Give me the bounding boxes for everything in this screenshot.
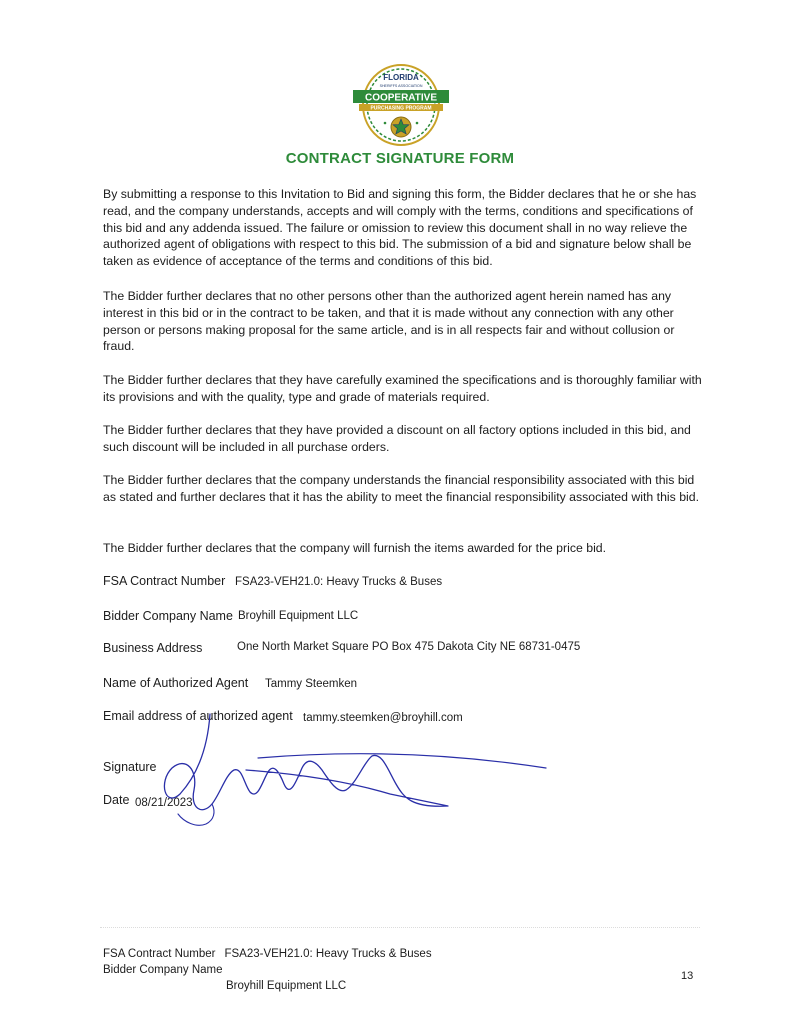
signature-field bbox=[103, 760, 157, 774]
declaration-paragraph-1: By submitting a response to this Invitation to Bid and signing this form, the Bidder declares that he or she has read, and the company understands, accepts and will comply with the terms, conditions and specifications of this bid and any addenda issued. The failure or omission to review this document shall in no way relieve the authorized agent of obligations with respect to this bid. The submission of a bid and signature below shall be taken as evidence of acceptance of the terms and conditions of this bid. bbox=[103, 187, 697, 269]
declaration-paragraph-2: The Bidder further declares that no other persons other than the authorized agent herein named has any interest in this bid or in the contract to be taken, and that it is made without any connection with any other person or persons making proposal for the same article, and is in all respects fair and without collusion or fraud. bbox=[103, 289, 675, 354]
authorized-agent-label: Name of Authorized Agent bbox=[103, 676, 249, 690]
signature-stroke bbox=[164, 714, 448, 810]
date-label: Date bbox=[103, 793, 130, 807]
signature-label: Signature bbox=[103, 760, 157, 774]
logo-top-text: FLORIDA bbox=[383, 73, 419, 82]
footer-company-label: Bidder Company Name bbox=[103, 964, 223, 976]
company-name-label: Bidder Company Name bbox=[103, 609, 233, 623]
declaration-paragraph-4: The Bidder further declares that they have provided a discount on all factory options included in this bid, and such discount will be included in all purchase orders. bbox=[103, 423, 691, 454]
contract-number-field bbox=[103, 574, 443, 588]
footer-divider bbox=[100, 927, 700, 928]
footer-company-value: Broyhill Equipment LLC bbox=[226, 980, 347, 992]
fsa-cooperative-logo bbox=[349, 62, 453, 148]
page-title: CONTRACT SIGNATURE FORM bbox=[285, 150, 515, 167]
company-name-field bbox=[103, 609, 359, 623]
contract-number-label: FSA Contract Number bbox=[103, 574, 226, 588]
logo-sub-text: SHERIFFS ASSOCIATION bbox=[379, 84, 423, 88]
authorized-agent-value: Tammy Steemken bbox=[265, 678, 358, 690]
company-name-value: Broyhill Equipment LLC bbox=[238, 610, 359, 622]
logo-ribbon-text: PURCHASING PROGRAM bbox=[370, 105, 432, 112]
business-address-value: One North Market Square PO Box 475 Dakota City NE 68731-0475 bbox=[237, 641, 581, 653]
logo-banner-text: COOPERATIVE bbox=[364, 92, 438, 104]
footer-contract-label: FSA Contract Number bbox=[103, 948, 216, 960]
page-number: 13 bbox=[681, 970, 694, 982]
email-value: tammy.steemken@broyhill.com bbox=[303, 712, 463, 724]
email-label: Email address of authorized agent bbox=[103, 709, 293, 723]
date-value: 08/21/2023 bbox=[135, 797, 193, 809]
business-address-label: Business Address bbox=[103, 641, 203, 655]
authorized-agent-field bbox=[103, 676, 358, 690]
contract-number-value: FSA23-VEH21.0: Heavy Trucks & Buses bbox=[235, 576, 443, 588]
date-field bbox=[103, 793, 193, 809]
declaration-paragraph-6: The Bidder further declares that the company will furnish the items awarded for the price bid. bbox=[103, 541, 607, 555]
signature-stroke bbox=[258, 754, 546, 768]
footer-contract-value: FSA23-VEH21.0: Heavy Trucks & Buses bbox=[224, 948, 432, 960]
handwritten-signature bbox=[150, 712, 560, 828]
declaration-paragraph-5: The Bidder further declares that the company understands the financial responsibility associated with this bid as stated and further declares that it has the ability to meet the financial responsibility associated with this bid. bbox=[103, 473, 700, 504]
declaration-paragraph-3: The Bidder further declares that they have carefully examined the specifications and is thoroughly familiar with its provisions and with the quality, type and grade of materials required. bbox=[103, 373, 702, 404]
footer-contract-line bbox=[103, 948, 432, 960]
business-address-field bbox=[103, 641, 581, 655]
